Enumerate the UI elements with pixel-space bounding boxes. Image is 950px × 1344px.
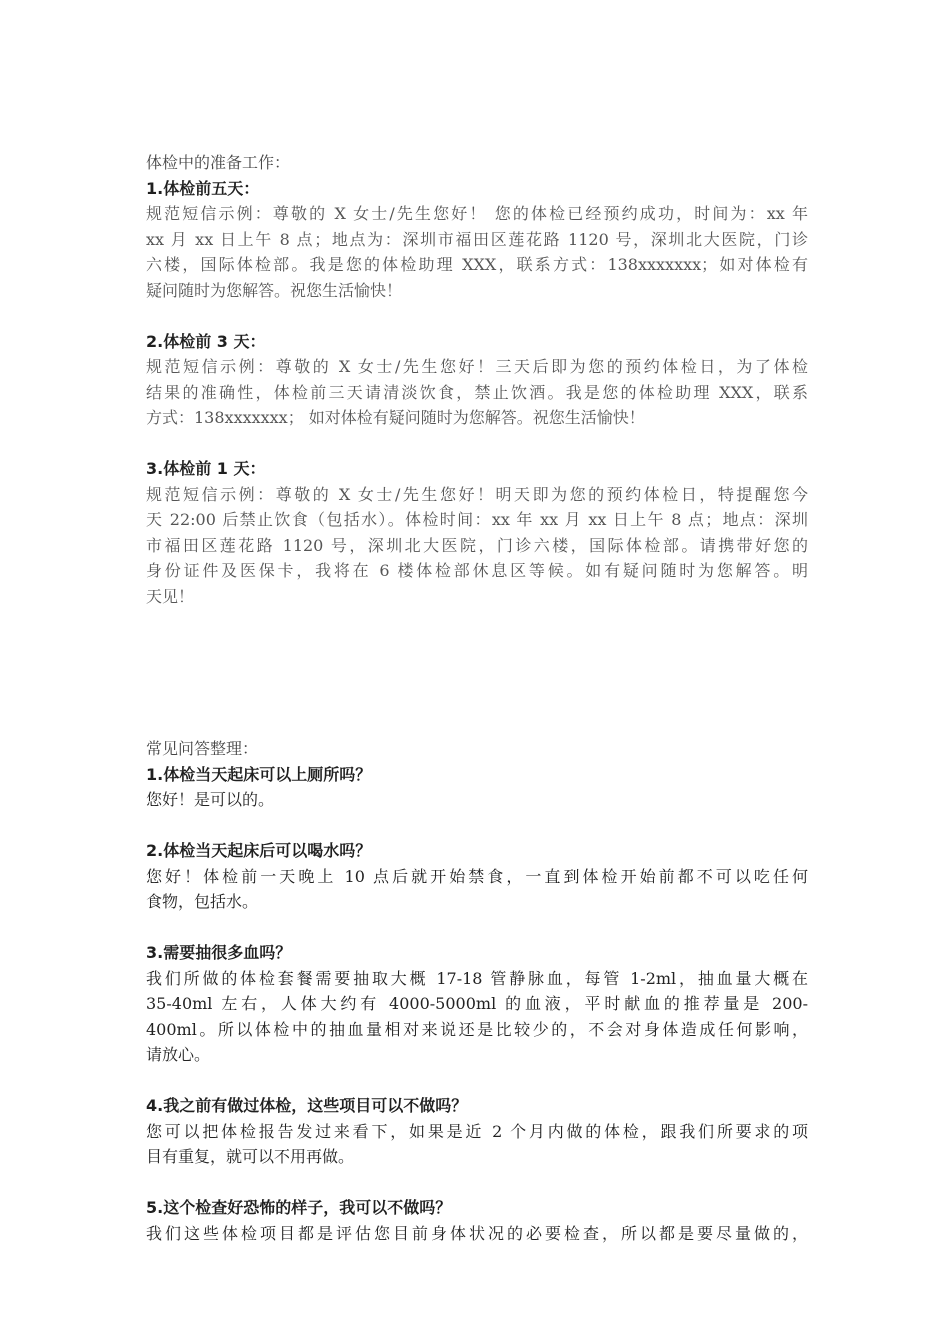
section-spacer [146,609,808,736]
message-line: 规范短信示例：尊敬的 X 女士/先生您好！ 您的体检已经预约成功，时间为：xx 年 [146,204,808,223]
spacer [146,915,808,941]
faq-question-2: 2.体检当天起床后可以喝水吗？ [146,841,372,860]
message-line: 天见！ [146,586,195,606]
message-line: 六楼，国际体检部。我是您的体检助理 XXX，联系方式：138xxxxxxx；如对体检有 [146,255,808,274]
faq-answer-line: 请放心。 [146,1045,211,1064]
document-content [146,150,808,1246]
faq-answer-line: 您好！是可以的。 [146,790,275,809]
faq-answer-line: 您可以把体检报告发过来看下，如果是近 2 个月内做的体检，跟我们所要求的项 [146,1121,808,1141]
message-line: 身份证件及医保卡，我将在 6 楼体检部休息区等候。如有疑问随时为您解答。明 [146,561,808,580]
message-line: 市福田区莲花路 1120 号，深圳北大医院，门诊六楼，国际体检部。请携带好您的 [146,535,808,555]
faq-question-1: 1.体检当天起床可以上厕所吗？ [146,764,372,784]
message-line: 方式：138xxxxxxx； 如对体检有疑问随时为您解答。祝您生活愉快！ [146,408,645,427]
item-heading-1-day: 3.体检前 1 天： [146,459,266,478]
faq-answer-line: 400ml。所以体检中的抽血量相对来说还是比较少的，不会对身体造成任何影响， [146,1019,808,1039]
message-line: 疑问随时为您解答。祝您生活愉快！ [146,280,403,300]
section-title-preparation: 体检中的准备工作： [146,153,291,172]
section-title-faq: 常见问答整理： [146,739,259,758]
spacer [146,1068,808,1094]
message-line: 结果的准确性，体检前三天请清淡饮食，禁止饮酒。我是您的体检助理 XXX，联系 [146,382,808,402]
spacer [146,303,808,329]
message-line: 天 22:00 后禁止饮食（包括水）。体检时间：xx 年 xx 月 xx 日上午 8 点；地点：深圳 [146,510,808,529]
faq-answer-line: 目有重复，就可以不用再做。 [146,1147,355,1166]
spacer [146,1170,808,1196]
faq-question-3: 3.需要抽很多血吗？ [146,943,292,962]
spacer [146,431,808,457]
faq-answer-line: 我们所做的体检套餐需要抽取大概 17-18 管静脉血，每管 1-2ml，抽血量大概在 [146,968,808,988]
message-line: 规范短信示例：尊敬的 X 女士/先生您好！三天后即为您的预约体检日，为了体检 [146,357,808,376]
faq-question-5: 5.这个检查好恐怖的样子，我可以不做吗？ [146,1198,452,1217]
item-heading-5-days: 1.体检前五天： [146,178,260,198]
faq-answer-line: 您好！体检前一天晚上 10 点后就开始禁食，一直到体检开始前都不可以吃任何 [146,866,808,886]
faq-answer-line: 食物，包括水。 [146,892,259,911]
item-heading-3-days: 2.体检前 3 天： [146,331,266,351]
faq-answer-line: 35-40ml 左右，人体大约有 4000-5000ml 的血液，平时献血的推荐量是 200- [146,994,808,1013]
faq-answer-line: 我们这些体检项目都是评估您目前身体状况的必要检查，所以都是要尽量做的， [146,1223,808,1243]
spacer [146,813,808,839]
faq-question-4: 4.我之前有做过体检，这些项目可以不做吗？ [146,1096,468,1115]
message-line: 规范短信示例：尊敬的 X 女士/先生您好！明天即为您的预约体检日，特提醒您今 [146,484,808,504]
message-line: xx 月 xx 日上午 8 点；地点为：深圳市福田区莲花路 1120 号，深圳北大医院，门诊 [146,229,808,249]
